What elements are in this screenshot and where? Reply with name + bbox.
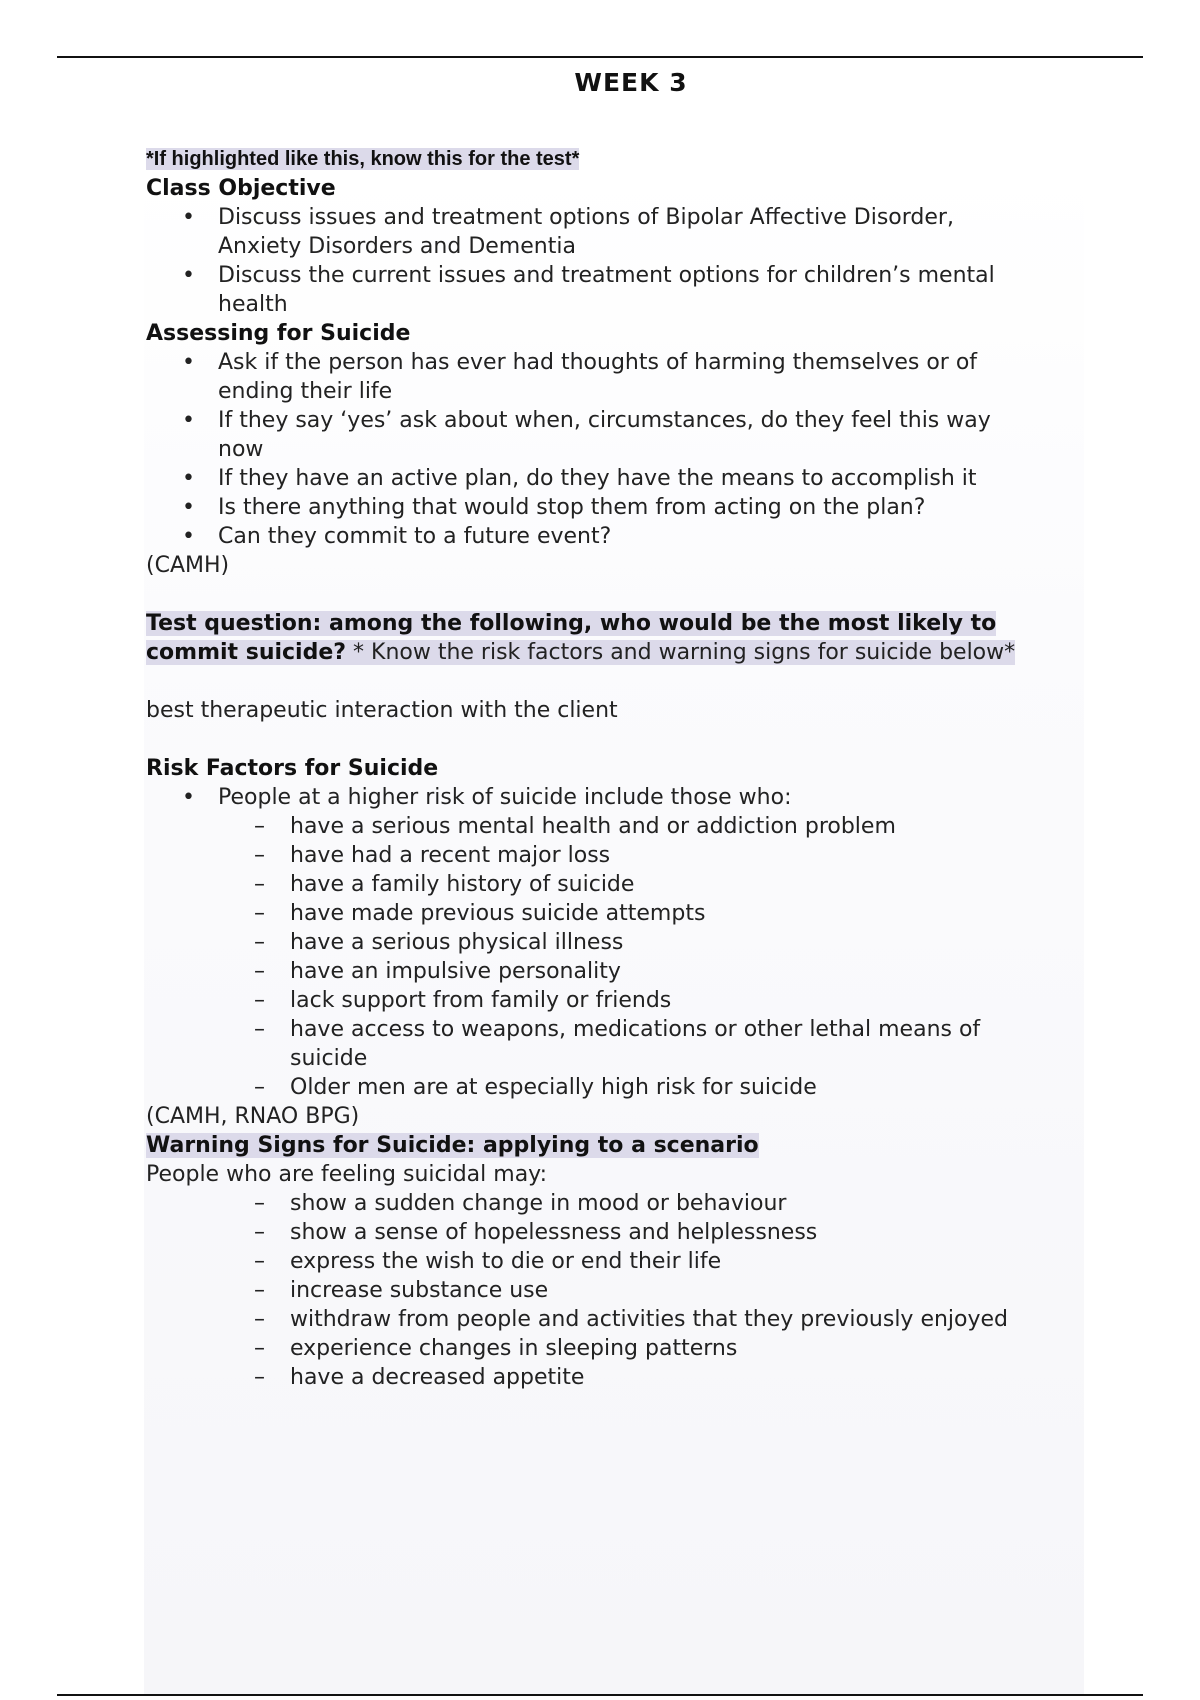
test-question-text: Test question: among the following, who would be the most likely to	[146, 611, 997, 636]
spacer	[146, 580, 1106, 609]
list-item-continuation: now	[218, 437, 264, 462]
test-question-line-1	[146, 609, 1106, 638]
list-item: – have access to weapons, medications or other lethal means of	[146, 1015, 1106, 1044]
top-rule	[57, 56, 1143, 58]
list-item-continuation: ending their life	[218, 379, 393, 404]
list-item: – have an impulsive personality	[146, 957, 1106, 986]
list-item: • Is there anything that would stop them from acting on the plan?	[146, 493, 1106, 522]
list-item: – have a serious mental health and or addiction problem	[146, 812, 1106, 841]
warning-signs-intro: People who are feeling suicidal may:	[146, 1162, 548, 1187]
spacer	[146, 667, 1106, 696]
list-item-continuation: suicide	[290, 1046, 368, 1071]
assessing-heading: Assessing for Suicide	[146, 321, 411, 346]
list-item: – have made previous suicide attempts	[146, 899, 1106, 928]
test-question-line-2	[146, 638, 1106, 667]
list-item: – show a sense of hopelessness and helplessness	[146, 1218, 1106, 1247]
risk-factors-heading: Risk Factors for Suicide	[146, 756, 439, 781]
risk-factors-source: (CAMH, RNAO BPG)	[146, 1104, 360, 1129]
list-item: – experience changes in sleeping patterns	[146, 1334, 1106, 1363]
list-item: • Ask if the person has ever had thoughts of harming themselves or of	[146, 348, 1106, 377]
list-item: – have a serious physical illness	[146, 928, 1106, 957]
list-item-continuation: health	[218, 292, 288, 317]
bottom-rule	[57, 1694, 1143, 1696]
test-question-highlight	[146, 640, 1015, 665]
risk-factors-intro: • People at a higher risk of suicide include those who:	[146, 783, 1106, 812]
document-body	[146, 144, 1106, 1392]
therapeutic-line: best therapeutic interaction with the client	[146, 698, 618, 723]
list-item: – increase substance use	[146, 1276, 1106, 1305]
list-item: • If they say ‘yes’ ask about when, circumstances, do they feel this way	[146, 406, 1106, 435]
list-item: – lack support from family or friends	[146, 986, 1106, 1015]
class-objective-heading: Class Objective	[146, 176, 336, 201]
list-item: – express the wish to die or end their life	[146, 1247, 1106, 1276]
page-title: WEEK 3	[574, 68, 688, 97]
list-item-continuation: Anxiety Disorders and Dementia	[218, 234, 576, 259]
test-question-bold: commit suicide?	[146, 640, 347, 665]
list-item: • Discuss the current issues and treatment options for children’s mental	[146, 261, 1106, 290]
warning-signs-heading-line	[146, 1131, 1106, 1160]
test-question-note: * Know the risk factors and warning signs for suicide below*	[346, 640, 1016, 665]
list-item: • Discuss issues and treatment options of Bipolar Affective Disorder,	[146, 203, 1106, 232]
highlight-note: *If highlighted like this, know this for the test*	[146, 148, 580, 170]
list-item: – Older men are at especially high risk for suicide	[146, 1073, 1106, 1102]
list-item: • Can they commit to a future event?	[146, 522, 1106, 551]
list-item: – have a decreased appetite	[146, 1363, 1106, 1392]
list-item: – have had a recent major loss	[146, 841, 1106, 870]
spacer	[146, 725, 1106, 754]
assessing-source: (CAMH)	[146, 553, 230, 578]
highlight-note-line	[146, 144, 1106, 174]
list-item: – withdraw from people and activities that they previously enjoyed	[146, 1305, 1106, 1334]
list-item: – show a sudden change in mood or behaviour	[146, 1189, 1106, 1218]
list-item: – have a family history of suicide	[146, 870, 1106, 899]
warning-signs-heading: Warning Signs for Suicide: applying to a scenario	[146, 1133, 759, 1158]
list-item: • If they have an active plan, do they have the means to accomplish it	[146, 464, 1106, 493]
